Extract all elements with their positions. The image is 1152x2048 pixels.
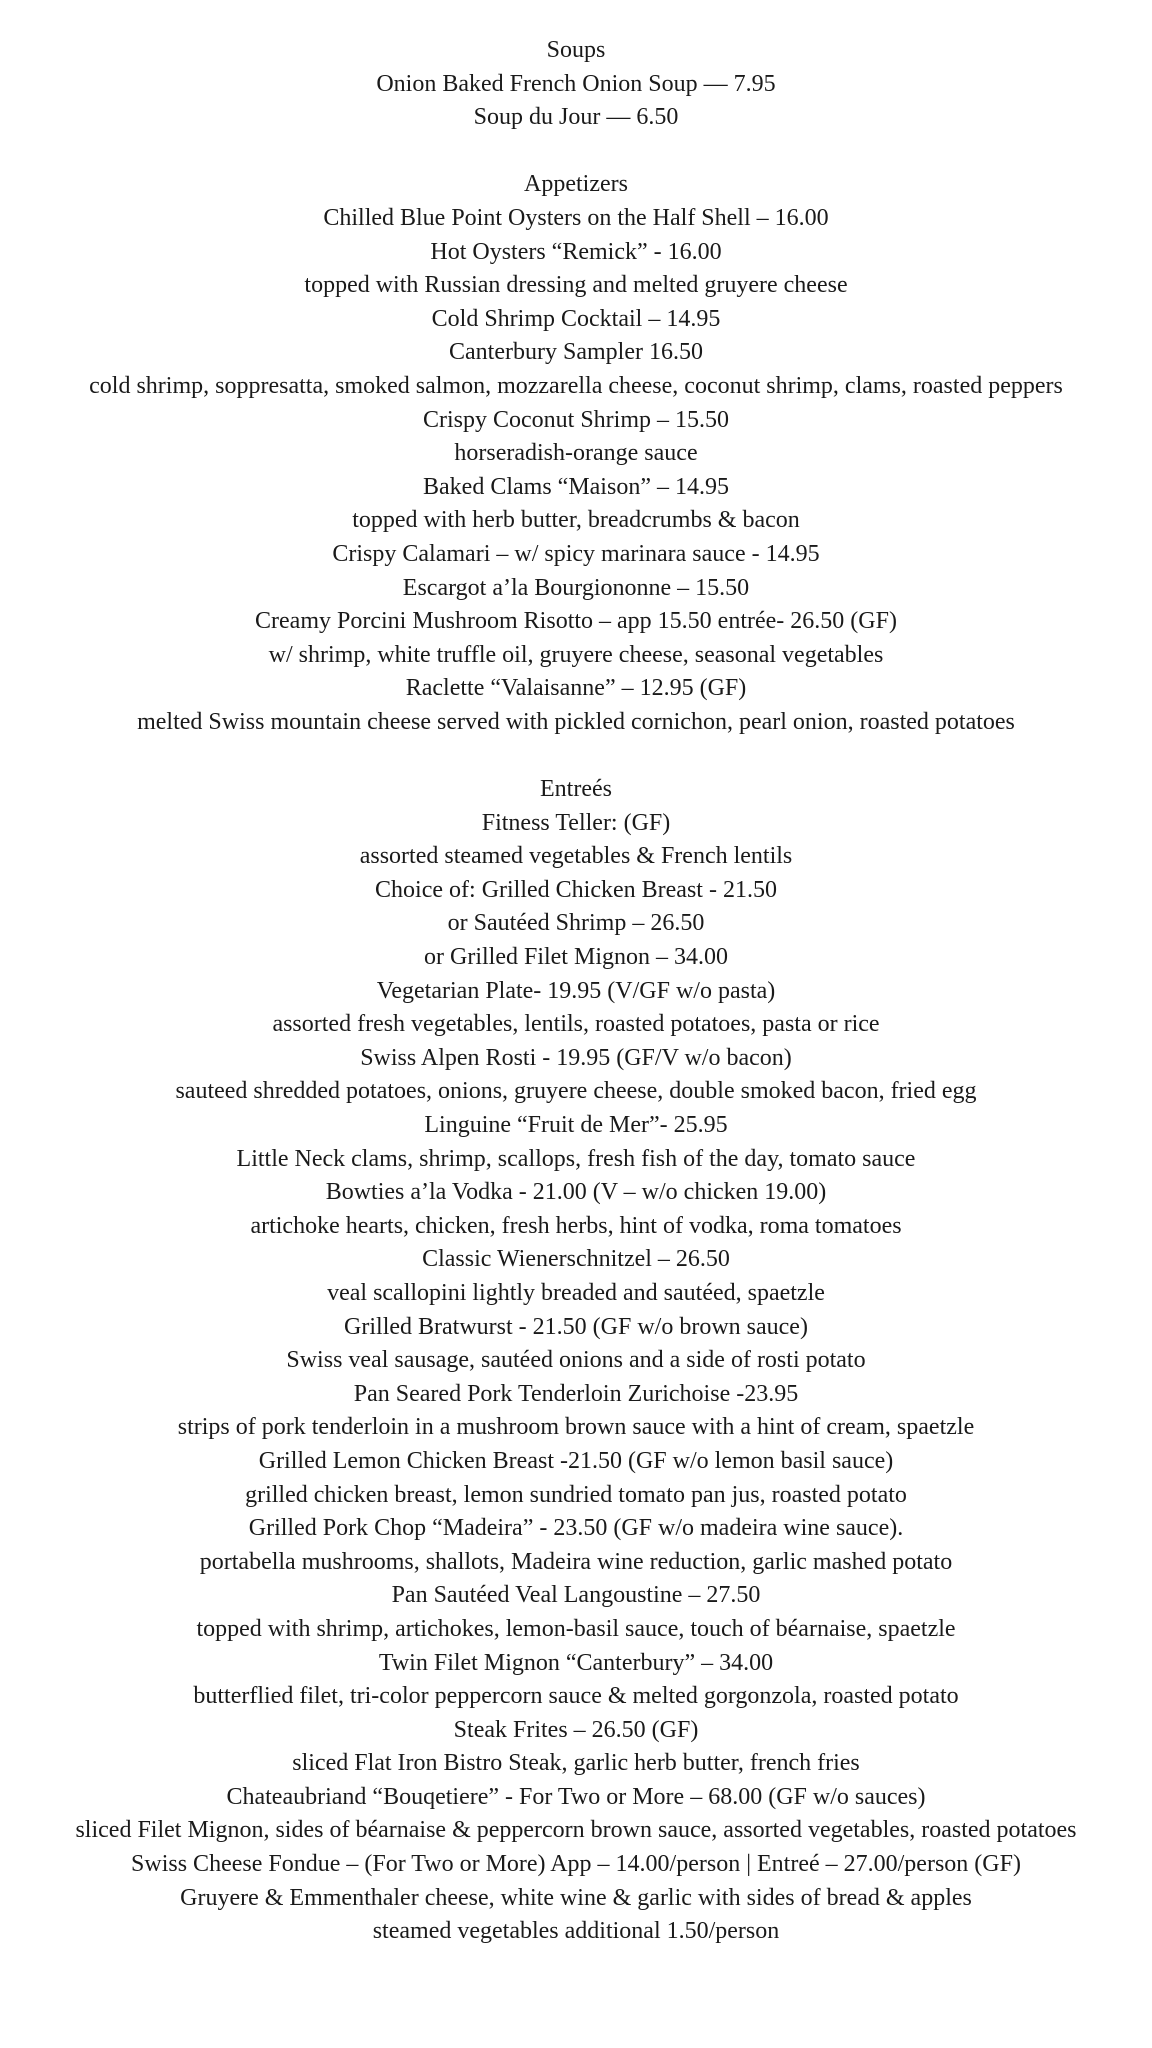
menu-line: assorted fresh vegetables, lentils, roasted potatoes, pasta or rice [272,1011,880,1038]
menu-line: Baked Clams “Maison” – 14.95 [423,473,729,500]
menu-line: Twin Filet Mignon “Canterbury” – 34.00 [378,1649,774,1676]
menu-line: portabella mushrooms, shallots, Madeira wine reduction, garlic mashed potato [199,1548,953,1575]
menu-line: sliced Filet Mignon, sides of béarnaise & peppercorn brown sauce, assorted vegetables, roasted potatoes [75,1817,1077,1844]
menu-line: Crispy Calamari – w/ spicy marinara sauce - 14.95 [332,540,820,567]
menu-line: sauteed shredded potatoes, onions, gruyere cheese, double smoked bacon, fried egg [175,1078,977,1105]
menu-line: Pan Seared Pork Tenderloin Zurichoise -23.95 [353,1380,799,1407]
menu-line: topped with herb butter, breadcrumbs & bacon [352,507,800,534]
menu-line: Raclette “Valaisanne” – 12.95 (GF) [405,675,747,702]
menu-line: Soup du Jour — 6.50 [473,104,679,131]
menu-line: Cold Shrimp Cocktail – 14.95 [431,305,721,332]
menu-line: Swiss Cheese Fondue – (For Two or More) App – 14.00/person | Entreé – 27.00/person (GF) [131,1851,1021,1878]
menu-line: melted Swiss mountain cheese served with pickled cornichon, pearl onion, roasted potatoes [137,708,1015,735]
section-spacer [40,739,1112,773]
menu-line: Pan Sautéed Veal Langoustine – 27.50 [391,1582,761,1609]
menu-line: horseradish-orange sauce [454,440,698,467]
menu-body [40,34,1112,1949]
menu-line: Grilled Lemon Chicken Breast -21.50 (GF w/o lemon basil sauce) [258,1447,894,1474]
menu-line: butterflied filet, tri-color peppercorn sauce & melted gorgonzola, roasted potato [193,1683,959,1710]
menu-line: Swiss Alpen Rosti - 19.95 (GF/V w/o bacon) [360,1044,792,1071]
section-heading: Appetizers [524,171,628,198]
menu-line: Grilled Bratwurst - 21.50 (GF w/o brown sauce) [344,1313,808,1340]
menu-line: Gruyere & Emmenthaler cheese, white wine & garlic with sides of bread & apples [180,1884,972,1911]
menu-line: Canterbury Sampler 16.50 [449,339,703,366]
menu-line: assorted steamed vegetables & French lentils [359,843,793,870]
menu-line: Classic Wienerschnitzel – 26.50 [422,1246,730,1273]
menu-line: artichoke hearts, chicken, fresh herbs, hint of vodka, roma tomatoes [250,1212,902,1239]
menu-line: or Sautéed Shrimp – 26.50 [447,910,705,937]
menu-line: Swiss veal sausage, sautéed onions and a side of rosti potato [286,1347,866,1374]
menu-line: Hot Oysters “Remick” - 16.00 [430,238,722,265]
section-heading: Soups [546,37,606,63]
menu-line: topped with Russian dressing and melted gruyere cheese [304,272,848,299]
menu-line: Crispy Coconut Shrimp – 15.50 [422,406,729,433]
menu-line: Bowties a’la Vodka - 21.00 (V – w/o chicken 19.00) [325,1179,827,1206]
menu-line: Little Neck clams, shrimp, scallops, fresh fish of the day, tomato sauce [236,1145,916,1172]
menu-line: or Grilled Filet Mignon – 34.00 [424,944,728,971]
menu-line: topped with shrimp, artichokes, lemon-basil sauce, touch of béarnaise, spaetzle [196,1615,956,1642]
menu-line: cold shrimp, soppresatta, smoked salmon, mozzarella cheese, coconut shrimp, clams, roasted peppers [89,372,1063,399]
menu-line: Grilled Pork Chop “Madeira” - 23.50 (GF w/o madeira wine sauce). [248,1515,904,1542]
menu-line: Vegetarian Plate- 19.95 (V/GF w/o pasta) [376,977,776,1004]
menu-line: steamed vegetables additional 1.50/person [372,1918,780,1945]
menu-line: veal scallopini lightly breaded and sautéed, spaetzle [327,1279,825,1306]
menu-line: Choice of: Grilled Chicken Breast - 21.50 [375,876,777,903]
menu-line: Onion Baked French Onion Soup — 7.95 [376,70,776,97]
menu-line: grilled chicken breast, lemon sundried tomato pan jus, roasted potato [245,1481,907,1508]
section-heading: Entreés [540,776,612,803]
menu-line: Escargot a’la Bourgiononne – 15.50 [402,574,750,601]
section-spacer [40,135,1112,169]
menu-line: Creamy Porcini Mushroom Risotto – app 15.50 entrée- 26.50 (GF) [255,608,897,635]
menu-page [40,34,1112,1949]
menu-line: Steak Frites – 26.50 (GF) [453,1716,699,1743]
menu-line: strips of pork tenderloin in a mushroom brown sauce with a hint of cream, spaetzle [177,1414,975,1441]
menu-line: sliced Flat Iron Bistro Steak, garlic herb butter, french fries [292,1750,860,1777]
menu-line: w/ shrimp, white truffle oil, gruyere cheese, seasonal vegetables [268,641,884,668]
menu-line: Linguine “Fruit de Mer”- 25.95 [424,1112,728,1138]
menu-line: Chateaubriand “Bouqetiere” - For Two or More – 68.00 (GF w/o sauces) [226,1783,926,1810]
menu-line: Chilled Blue Point Oysters on the Half Shell – 16.00 [323,204,829,231]
menu-line: Fitness Teller: (GF) [481,809,671,836]
